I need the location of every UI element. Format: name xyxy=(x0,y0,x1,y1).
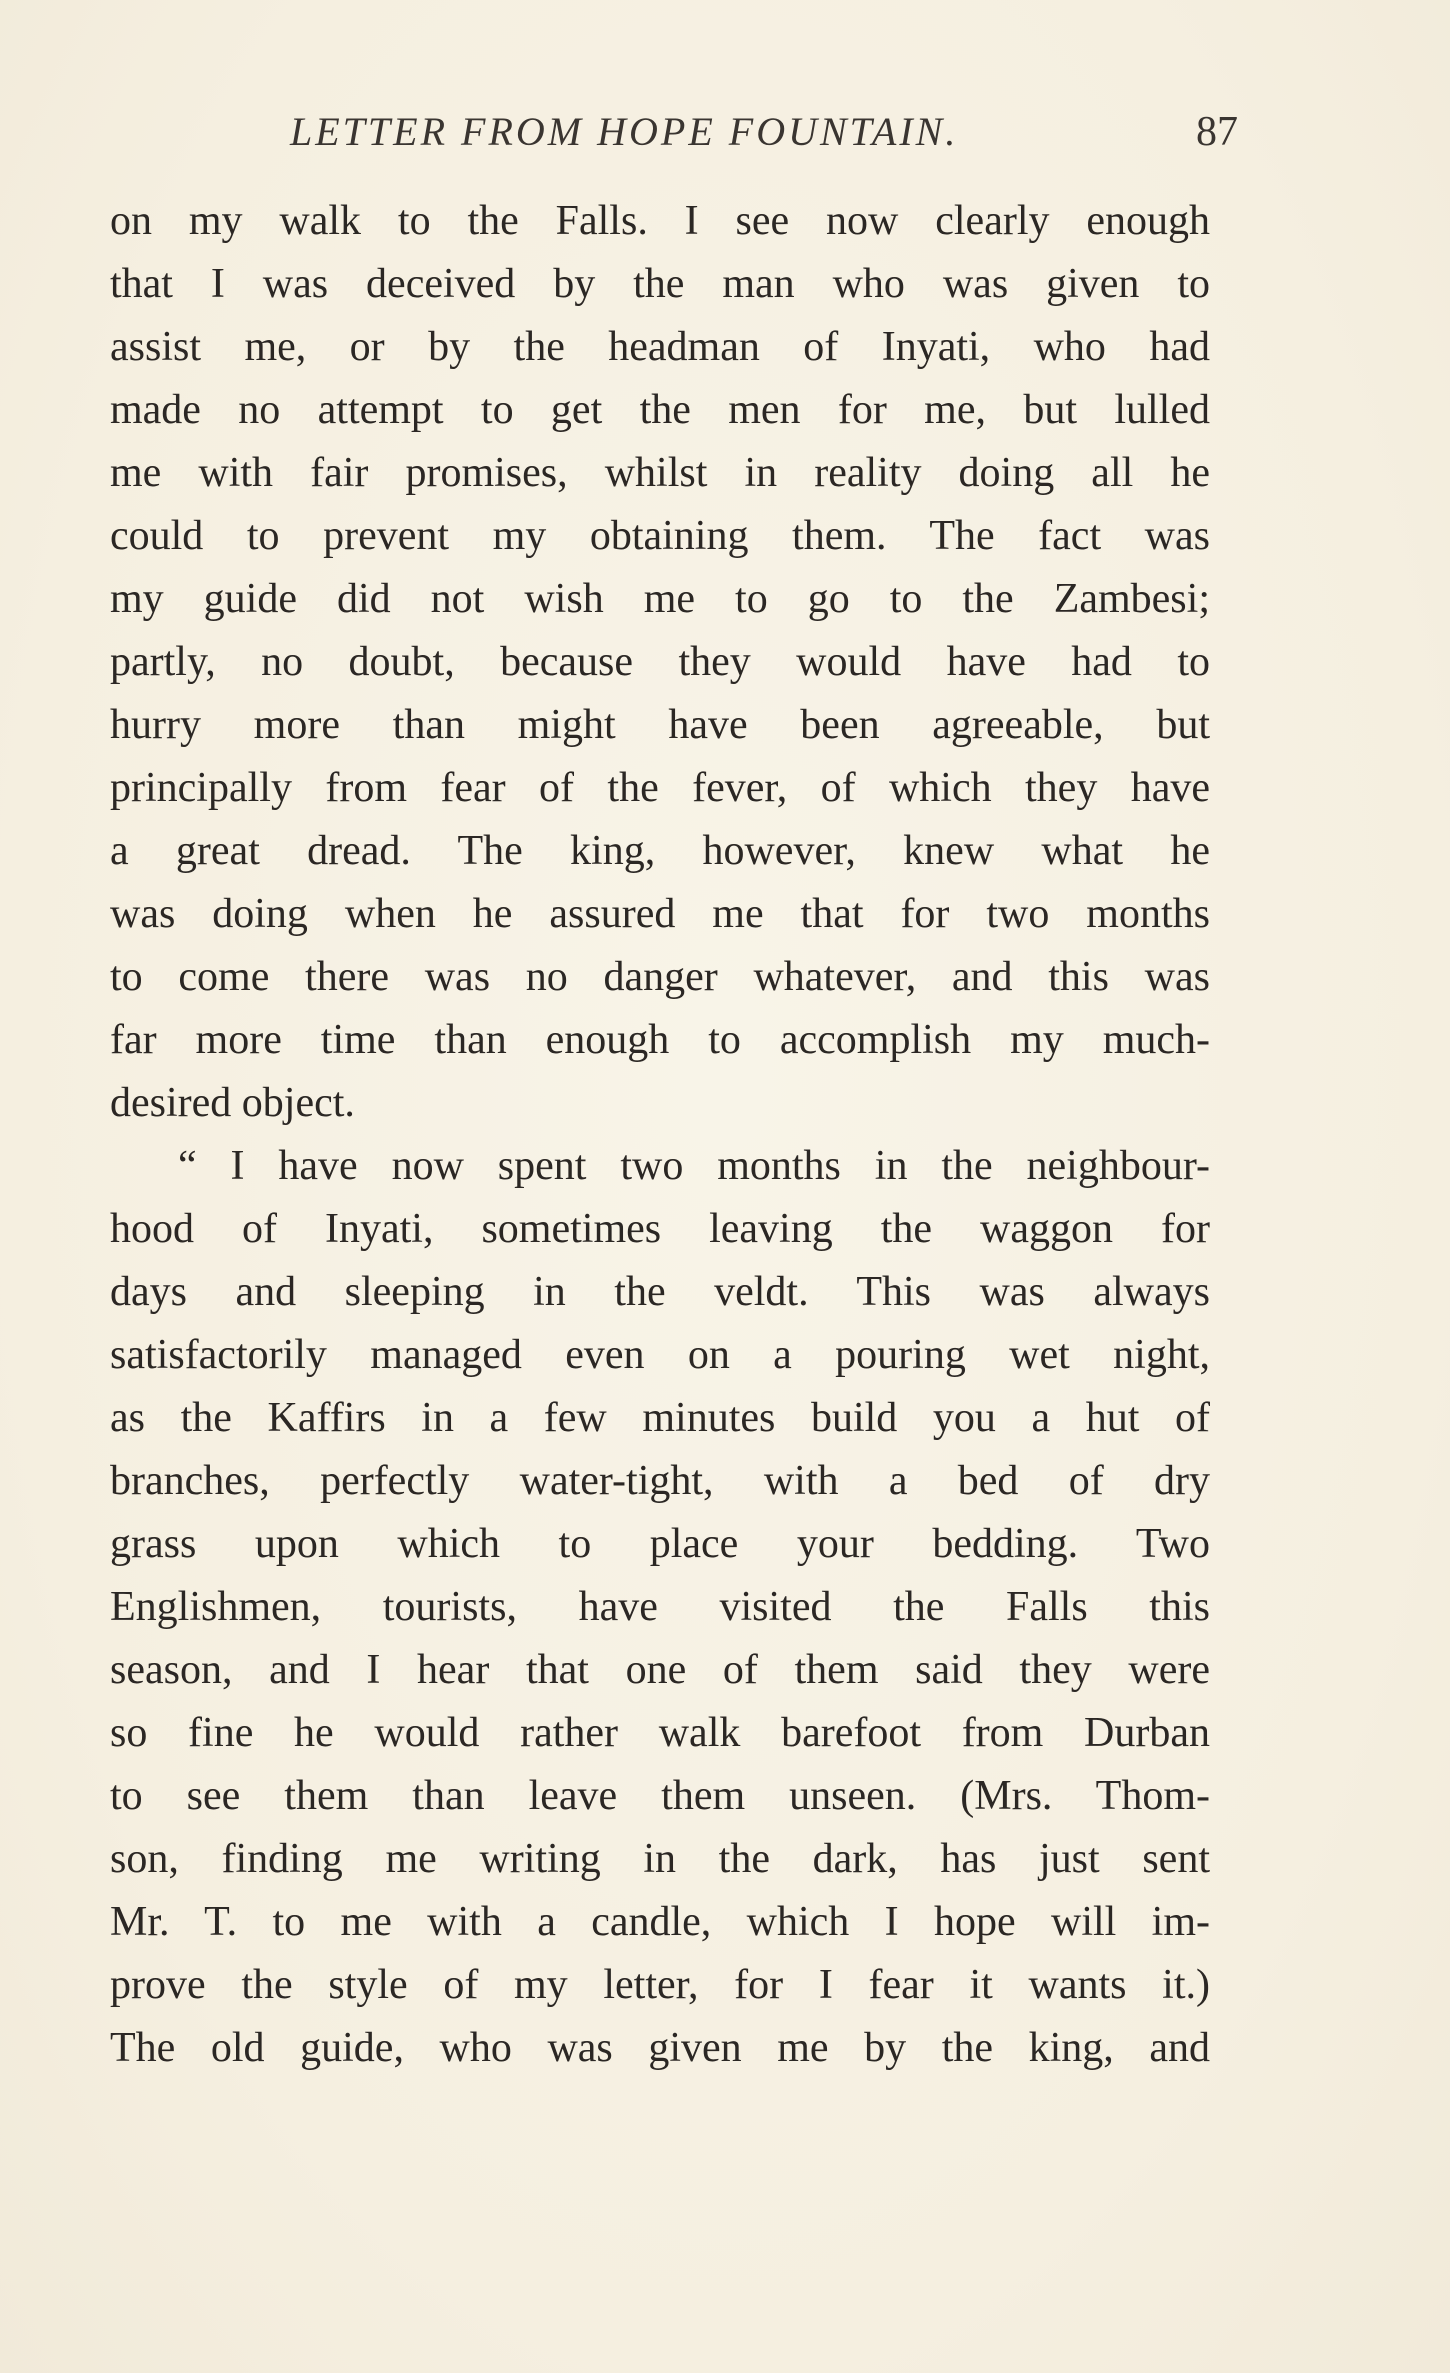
text-line: so fine he would rather walk barefoot from Durban xyxy=(110,1710,1210,1756)
paragraph-2 xyxy=(110,1135,1210,2080)
text-line: a great dread. The king, however, knew what he xyxy=(110,828,1210,874)
text-line: as the Kaffirs in a few minutes build you a hut of xyxy=(110,1395,1210,1441)
text-line: on my walk to the Falls. I see now clearly enough xyxy=(110,198,1210,244)
text-line: desired object. xyxy=(110,1080,355,1126)
paragraph-1 xyxy=(110,190,1210,1135)
text-line: season, and I hear that one of them said they were xyxy=(110,1647,1210,1693)
text-line: me with fair promises, whilst in reality doing all he xyxy=(110,450,1210,496)
text-line: assist me, or by the headman of Inyati, who had xyxy=(110,324,1210,370)
text-line: my guide did not wish me to go to the Zambesi; xyxy=(110,576,1210,622)
running-title: LETTER FROM HOPE FOUNTAIN. xyxy=(290,109,959,154)
page-number: 87 xyxy=(1196,109,1238,155)
text-line: prove the style of my letter, for I fear it wants it.) xyxy=(110,1962,1210,2008)
body-text xyxy=(110,190,1210,2080)
text-line: could to prevent my obtaining them. The fact was xyxy=(110,513,1210,559)
text-line: satisfactorily managed even on a pouring wet night, xyxy=(110,1332,1210,1378)
text-line: days and sleeping in the veldt. This was always xyxy=(110,1269,1210,1315)
text-line: Englishmen, tourists, have visited the Falls this xyxy=(110,1584,1210,1630)
text-line: hood of Inyati, sometimes leaving the waggon for xyxy=(110,1206,1210,1252)
text-line: made no attempt to get the men for me, but lulled xyxy=(110,387,1210,433)
text-line: far more time than enough to accomplish my much- xyxy=(110,1017,1210,1063)
text-line: to see them than leave them unseen. (Mrs. Thom- xyxy=(110,1773,1210,1819)
running-head xyxy=(110,108,1238,158)
text-line: to come there was no danger whatever, and this was xyxy=(110,954,1210,1000)
text-line: son, finding me writing in the dark, has just sent xyxy=(110,1836,1210,1882)
text-line: Mr. T. to me with a candle, which I hope will im- xyxy=(110,1899,1210,1945)
text-line: hurry more than might have been agreeable, but xyxy=(110,702,1210,748)
text-line: “ I have now spent two months in the neighbour- xyxy=(178,1143,1210,1189)
text-line: branches, perfectly water-tight, with a bed of dry xyxy=(110,1458,1210,1504)
text-line: grass upon which to place your bedding. Two xyxy=(110,1521,1210,1567)
text-line: partly, no doubt, because they would have had to xyxy=(110,639,1210,685)
text-line: The old guide, who was given me by the king, and xyxy=(110,2025,1210,2071)
text-line: that I was deceived by the man who was given to xyxy=(110,261,1210,307)
text-line: was doing when he assured me that for two months xyxy=(110,891,1210,937)
text-line: principally from fear of the fever, of which they have xyxy=(110,765,1210,811)
